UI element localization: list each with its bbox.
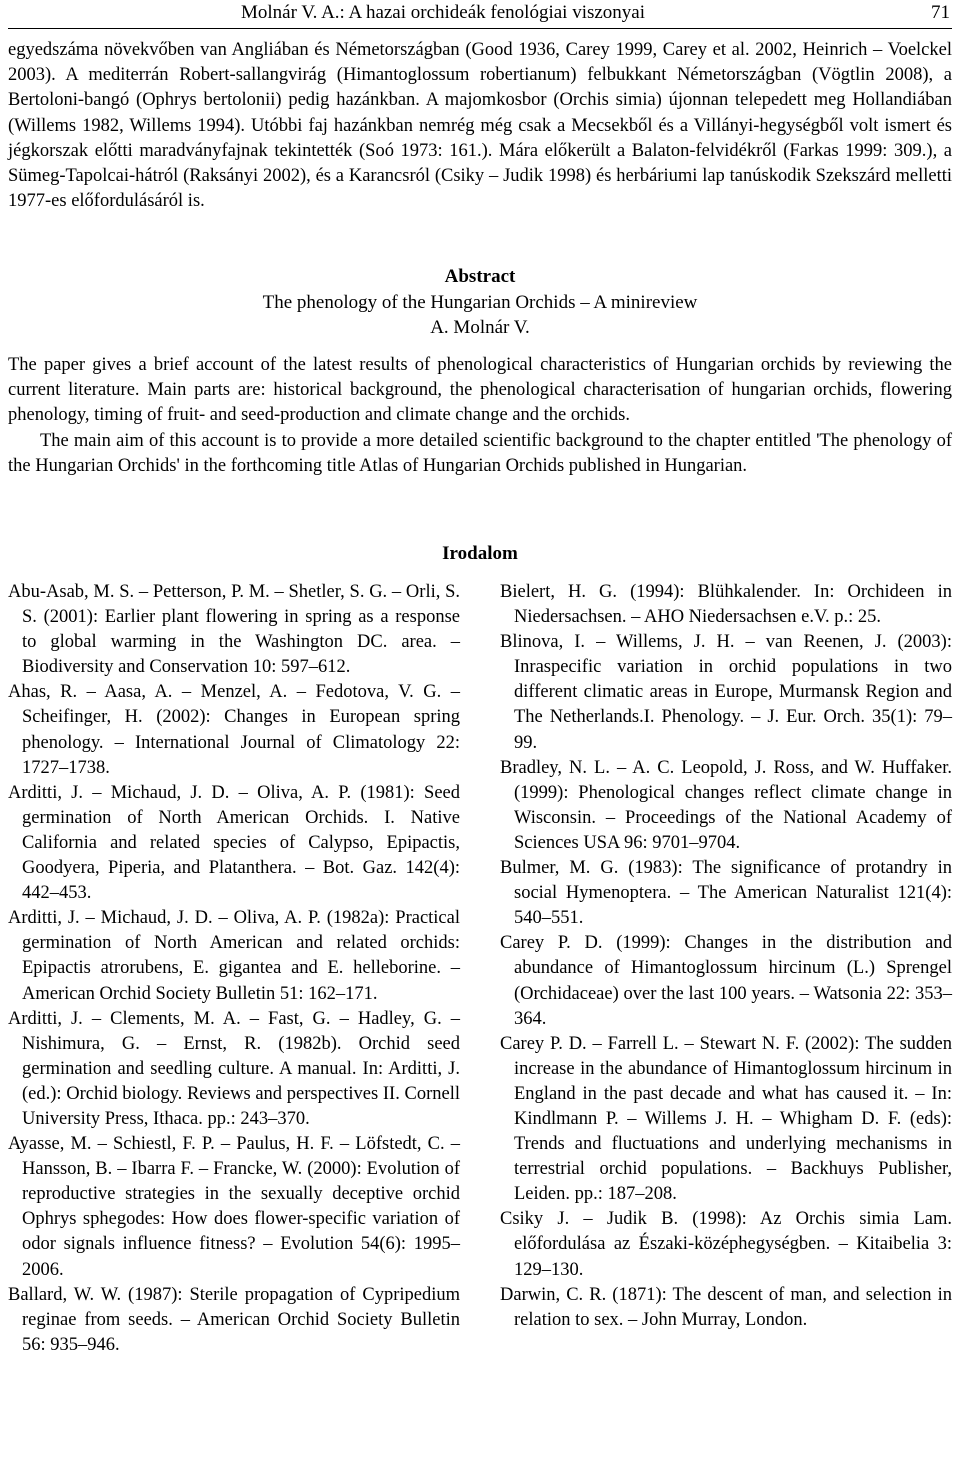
- abstract-paragraph-2: The main aim of this account is to provide a more detailed scientific background to the chapter entitled 'The phenology of the Hungarian Orchids' in the forthcoming title Atlas of Hungarian Orchids published in Hungarian.: [8, 430, 952, 476]
- reference-item: Bielert, H. G. (1994): Blühkalender. In: Orchideen in Niedersachsen. – AHO Niedersachsen e.V. p.: 25.: [500, 582, 952, 628]
- running-title: Molnár V. A.: A hazai orchideák fenológiai viszonyai: [241, 2, 646, 23]
- reference-item: Abu-Asab, M. S. – Petterson, P. M. – Shetler, S. G. – Orli, S. S. (2001): Earlier plant flowering in spring as a response to global warming in the Washington DC. area. – Biodiversity and Conservation 10: 597–612.: [8, 582, 460, 678]
- reference-item: Blinova, I. – Willems, J. H. – van Reenen, J. (2003): Inraspecific variation in orchid populations in two different climatic areas in Europe, Murmansk Region and The Netherlands.I. Phenology. – J. Eur. Orch. 35(1): 79–99.: [500, 632, 952, 753]
- intro-paragraph: egyedszáma növekvőben van Angliában és Németországban (Good 1936, Carey 1999, Carey et al. 2002, Heinrich – Voelckel 2003). A mediterrán Robert-sallangvirág (Himantoglossum robertianum) felbukkant Németországban (Vögtlin 2008), a Bertoloni-bangó (Ophrys bertolonii) pedig hazánkban. A majomkosbor (Orchis simia) újonnan telepedett meg Hollandiában (Willems 1982, Willems 1994). Utóbbi faj hazánkban nemrég még csak a Mecsekből és a Villányi-hegységből volt ismert és jégkorszak előtti maradványfajnak tekintették (Soó 1973: 161.). Mára előkerült a Balaton-felvidékről (Farkas 1999: 309.), a Sümeg-Tapolcai-hátról (Raksányi 2002), és a Karancsról (Csiky – Judik 1998) és herbáriumi lap tanúskodik Szekszárd melletti 1977-es előfordulásáról is.: [8, 40, 952, 212]
- reference-item: Bradley, N. L. – A. C. Leopold, J. Ross, and W. Huffaker. (1999): Phenological changes reflect climate change in Wisconsin. – Proceedings of the National Academy of Sciences USA 96: 9701–9704.: [500, 757, 952, 853]
- reference-item: Arditti, J. – Michaud, J. D. – Oliva, A. P. (1982a): Practical germination of North American and related orchids: Epipactis atrorubens, E. gigantea and E. helleborine. – American Orchid Society Bulletin 51: 162–171.: [8, 908, 460, 1004]
- reference-item: Arditti, J. – Michaud, J. D. – Oliva, A. P. (1981): Seed germination of North American Orchids. I. Native California and related species of Calypso, Epipactis, Goodyera, Piperia, and Platanthera. – Bot. Gaz. 142(4): 442–453.: [8, 782, 460, 904]
- running-header: [8, 0, 952, 29]
- reference-item: Arditti, J. – Clements, M. A. – Fast, G. – Hadley, G. – Nishimura, G. – Ernst, R. (1982b). Orchid seed germination and seedling culture. A manual. In: Arditti, J. (ed.): Orchid biology. Reviews and perspectives II. Cornell University Press, Ithaca. pp.: 243–370.: [8, 1008, 460, 1129]
- reference-item: Carey P. D. – Farrell L. – Stewart N. F. (2002): The sudden increase in the abundance of Himantoglossum hircinum in England in the past decade and what has caused it. – In: Kindlmann P. – Willems J. H. – Whigham D. F. (eds): Trends and fluctuations and underlying mechanisms in terrestrial orchid populations. – Backhuys Publisher, Leiden. pp.: 187–208.: [500, 1033, 952, 1205]
- reference-item: Bulmer, M. G. (1983): The significance of protandry in social Hymenoptera. – The American Naturalist 121(4): 540–551.: [500, 858, 952, 929]
- reference-item: Carey P. D. (1999): Changes in the distribution and abundance of Himantoglossum hircinum (L.) Sprengel (Orchidaceae) over the last 100 years. – Watsonia 22: 353–364.: [500, 933, 952, 1029]
- abstract-heading: Abstract: [444, 266, 516, 287]
- references-heading: Irodalom: [442, 543, 518, 564]
- reference-item: Ballard, W. W. (1987): Sterile propagation of Cypripedium reginae from seeds. – American Orchid Society Bulletin 56: 935–946.: [8, 1284, 460, 1355]
- references-right-column: [500, 580, 952, 1333]
- intro-text-block: [8, 38, 952, 214]
- abstract-author: A. Molnár V.: [430, 317, 530, 338]
- reference-item: Ayasse, M. – Schiestl, F. P. – Paulus, H. F. – Löfstedt, C. – Hansson, B. – Ibarra F. – Francke, W. (2000): Evolution of reproductive strategies in the sexually deceptive orchid Ophrys sphegodes: How does flower-specific variation of odor signals influence fitness? – Evolution 54(6): 1995–2006.: [8, 1134, 460, 1280]
- reference-item: Ahas, R. – Aasa, A. – Menzel, A. – Fedotova, V. G. – Scheifinger, H. (2002): Changes in European spring phenology. – International Journal of Climatology 22: 1727–1738.: [8, 682, 460, 778]
- page-number: 71: [931, 2, 950, 23]
- abstract-body: [8, 353, 952, 479]
- reference-item: Csiky J. – Judik B. (1998): Az Orchis simia Lam. előfordulása az Északi-középhegységben. – Kitaibelia 3: 129–130.: [500, 1209, 952, 1280]
- abstract-paragraph-1: The paper gives a brief account of the latest results of phenological characteristics of Hungarian orchids by reviewing the current literature. Main parts are: historical background, the phenological characterisation of hungarian orchids, flowering phenology, timing of fruit- and seed-production and climate change and the orchids.: [8, 355, 952, 426]
- reference-item: Darwin, C. R. (1871): The descent of man, and selection in relation to sex. – John Murray, London.: [500, 1284, 952, 1330]
- abstract-title: The phenology of the Hungarian Orchids – A minireview: [262, 291, 698, 313]
- abstract-header: [8, 264, 952, 341]
- references-left-column: [8, 580, 460, 1358]
